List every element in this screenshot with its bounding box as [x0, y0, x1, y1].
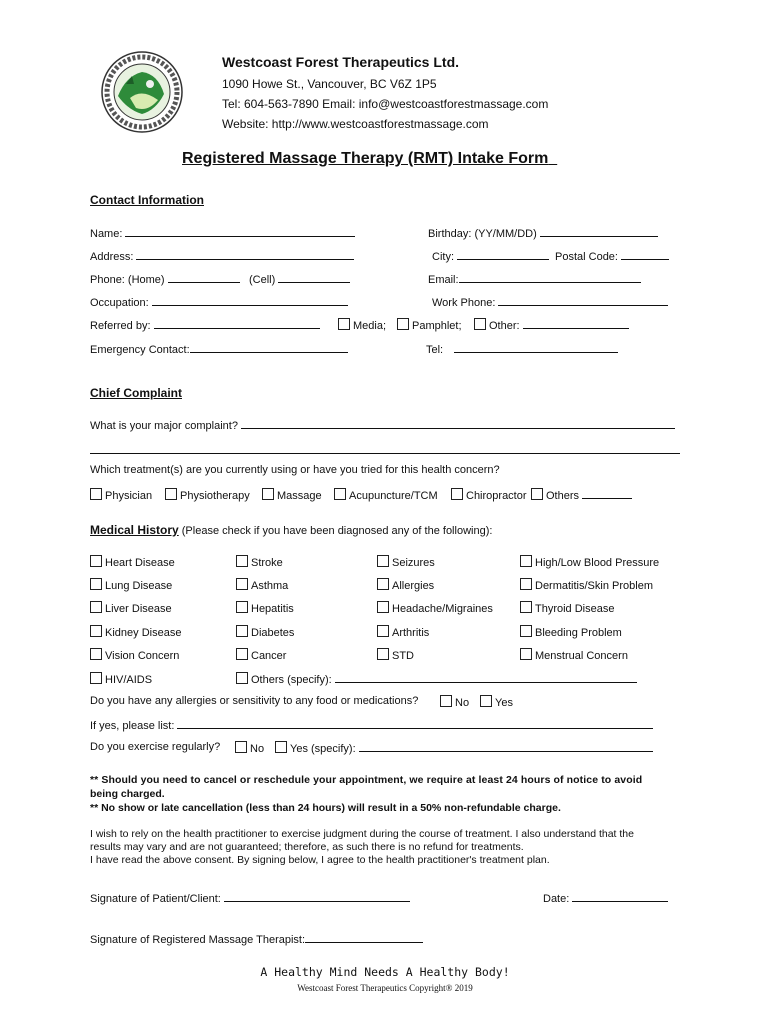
others-specify-checkbox[interactable]: [236, 672, 637, 686]
exercise-question: Do you exercise regularly?: [90, 741, 221, 753]
therapist-signature-label: Signature of Registered Massage Therapist:: [90, 934, 306, 946]
other-treatment-label: Others: [546, 490, 580, 502]
no-show-policy: ** No show or late cancellation (less than 24 hours) will result in a 50% non-refundable charge.: [90, 802, 561, 814]
condition-checkbox[interactable]: [90, 672, 152, 686]
consent-text-3: I have read the above consent. By signing below, I agree to the health practitioner's treatment plan.: [90, 854, 550, 866]
checkbox-box[interactable]: [338, 318, 350, 330]
condition-label: STD: [392, 650, 414, 662]
checkbox-box[interactable]: [440, 695, 452, 707]
checkbox-box[interactable]: [520, 625, 532, 637]
condition-checkbox[interactable]: [90, 601, 172, 615]
major-complaint-field[interactable]: [90, 418, 675, 432]
pamphlet-label: Pamphlet;: [412, 320, 462, 332]
cancellation-policy: ** Should you need to cancel or reschedule your appointment, we require at least 24 hours of notice to avoid: [90, 774, 643, 786]
condition-checkbox[interactable]: [90, 555, 175, 569]
condition-checkbox[interactable]: [236, 601, 294, 615]
allergy-no-label: No: [455, 697, 470, 709]
checkbox-box[interactable]: [474, 318, 486, 330]
condition-checkbox[interactable]: [236, 555, 283, 569]
condition-checkbox[interactable]: [90, 625, 181, 639]
checkbox-box[interactable]: [275, 741, 287, 753]
acupuncture-label: Acupuncture/TCM: [349, 490, 438, 502]
emergency-contact-field[interactable]: [90, 342, 348, 356]
checkbox-box[interactable]: [236, 578, 248, 590]
medical-heading: [90, 523, 492, 537]
address-label: Address:: [90, 251, 134, 263]
patient-signature-label: Signature of Patient/Client:: [90, 893, 221, 905]
checkbox-box[interactable]: [451, 488, 463, 500]
condition-checkbox[interactable]: [236, 578, 288, 592]
allergy-yes-checkbox[interactable]: [480, 695, 513, 709]
occupation-label: Occupation:: [90, 297, 149, 309]
name-field[interactable]: [90, 226, 355, 240]
condition-checkbox[interactable]: [377, 648, 414, 662]
checkbox-box[interactable]: [236, 625, 248, 637]
exercise-yes-checkbox[interactable]: [275, 741, 653, 755]
treatments-question: Which treatment(s) are you currently using or have you tried for this health concern?: [90, 464, 500, 476]
condition-label: Heart Disease: [105, 557, 175, 569]
condition-label: Cancer: [251, 650, 287, 662]
exercise-no-label: No: [250, 743, 265, 755]
checkbox-box[interactable]: [480, 695, 492, 707]
signature-date-field[interactable]: [543, 891, 668, 905]
condition-label: Stroke: [251, 557, 283, 569]
allergy-list-label: If yes, please list:: [90, 720, 175, 732]
company-logo: [100, 50, 184, 134]
major-complaint-label: What is your major complaint?: [90, 420, 238, 432]
copyright: Westcoast Forest Therapeutics Copyright® 2019: [297, 983, 473, 993]
city-label: City:: [432, 251, 454, 263]
media-checkbox[interactable]: [338, 318, 386, 332]
checkbox-box[interactable]: [90, 648, 102, 660]
name-label: Name:: [90, 228, 123, 240]
consent-text-2: results may vary and are not guaranteed; therefore, as such there is no refund for treatments.: [90, 841, 524, 853]
condition-label: High/Low Blood Pressure: [535, 557, 660, 569]
checkbox-box[interactable]: [236, 601, 248, 613]
home-phone-field[interactable]: [90, 272, 240, 286]
company-website: Website: http://www.westcoastforestmassage.com: [222, 117, 489, 131]
postal-code-field[interactable]: [555, 249, 669, 263]
condition-checkbox[interactable]: [90, 648, 179, 662]
condition-label: Vision Concern: [105, 650, 180, 662]
physician-checkbox[interactable]: [90, 488, 152, 502]
birthday-label: Birthday: (YY/MM/DD): [428, 228, 537, 240]
condition-label: Allergies: [392, 580, 435, 592]
birthday-field[interactable]: [428, 226, 658, 240]
emergency-tel-label: Tel:: [426, 344, 444, 356]
condition-label: Kidney Disease: [105, 627, 182, 639]
checkbox-box[interactable]: [520, 601, 532, 613]
complaint-heading: Chief Complaint: [90, 386, 182, 400]
checkbox-box[interactable]: [90, 601, 102, 613]
condition-checkbox[interactable]: [520, 625, 622, 639]
chiropractor-checkbox[interactable]: [451, 488, 527, 502]
condition-label: Bleeding Problem: [535, 627, 622, 639]
allergy-list-field[interactable]: [90, 718, 653, 732]
pamphlet-checkbox[interactable]: [397, 318, 462, 332]
complaint-extra-line[interactable]: [90, 453, 680, 454]
allergy-question: Do you have any allergies or sensitivity to any food or medications?: [90, 695, 419, 707]
exercise-no-checkbox[interactable]: [235, 741, 264, 755]
media-label: Media;: [353, 320, 387, 332]
checkbox-box[interactable]: [90, 555, 102, 567]
condition-label: Seizures: [392, 557, 435, 569]
physiotherapy-checkbox[interactable]: [165, 488, 250, 502]
exercise-yes-label: Yes (specify):: [290, 743, 356, 755]
checkbox-box[interactable]: [377, 648, 389, 660]
checkbox-box[interactable]: [90, 488, 102, 500]
condition-label: Headache/Migraines: [392, 603, 493, 615]
referred-by-field[interactable]: [90, 318, 320, 332]
other-referral-label: Other:: [489, 320, 520, 332]
other-treatment-checkbox[interactable]: [531, 488, 632, 502]
checkbox-box[interactable]: [235, 741, 247, 753]
consent-text-1: I wish to rely on the health practitioner to exercise judgment during the course of treatment. I also understand that the: [90, 828, 634, 840]
checkbox-box[interactable]: [377, 625, 389, 637]
checkbox-box[interactable]: [531, 488, 543, 500]
others-specify-label: Others (specify):: [251, 674, 332, 686]
therapist-signature-field[interactable]: [90, 932, 423, 946]
company-contact: Tel: 604-563-7890 Email: info@westcoastforestmassage.com: [222, 97, 549, 111]
contact-heading: Contact Information: [90, 193, 204, 207]
cancellation-policy-cont: being charged.: [90, 788, 165, 800]
company-address: 1090 Howe St., Vancouver, BC V6Z 1P5: [222, 77, 437, 91]
acupuncture-checkbox[interactable]: [334, 488, 438, 502]
condition-checkbox[interactable]: [236, 648, 286, 662]
checkbox-box[interactable]: [262, 488, 274, 500]
occupation-field[interactable]: [90, 295, 348, 309]
condition-label: Dermatitis/Skin Problem: [535, 580, 653, 592]
email-field[interactable]: [428, 272, 641, 286]
condition-label: Hepatitis: [251, 603, 294, 615]
massage-label: Massage: [277, 490, 322, 502]
massage-checkbox[interactable]: [262, 488, 322, 502]
condition-label: Thyroid Disease: [535, 603, 615, 615]
condition-checkbox[interactable]: [520, 555, 659, 569]
emergency-contact-label: Emergency Contact:: [90, 344, 190, 356]
checkbox-box[interactable]: [520, 578, 532, 590]
condition-checkbox[interactable]: [377, 625, 429, 639]
address-field[interactable]: [90, 249, 354, 263]
referred-by-label: Referred by:: [90, 320, 151, 332]
checkbox-box[interactable]: [397, 318, 409, 330]
condition-label: Lung Disease: [105, 580, 173, 592]
condition-label: Asthma: [251, 580, 289, 592]
condition-label: Menstrual Concern: [535, 650, 628, 662]
work-phone-label: Work Phone:: [432, 297, 496, 309]
allergy-no-checkbox[interactable]: [440, 695, 469, 709]
home-phone-label: Phone: (Home): [90, 274, 165, 286]
checkbox-box[interactable]: [165, 488, 177, 500]
condition-checkbox[interactable]: [520, 601, 614, 615]
checkbox-box[interactable]: [377, 578, 389, 590]
emergency-tel-field[interactable]: [426, 342, 618, 356]
condition-checkbox[interactable]: [377, 555, 435, 569]
checkbox-box[interactable]: [520, 648, 532, 660]
condition-label: HIV/AIDS: [105, 674, 153, 686]
checkbox-box[interactable]: [236, 672, 248, 684]
physician-label: Physician: [105, 490, 153, 502]
condition-label: Diabetes: [251, 627, 295, 639]
checkbox-box[interactable]: [334, 488, 346, 500]
condition-checkbox[interactable]: [520, 648, 628, 662]
signature-date-label: Date:: [543, 893, 570, 905]
cell-phone-label: (Cell): [249, 274, 276, 286]
checkbox-box[interactable]: [236, 555, 248, 567]
postal-code-label: Postal Code:: [555, 251, 618, 263]
checkbox-box[interactable]: [90, 672, 102, 684]
patient-signature-field[interactable]: [90, 891, 410, 905]
condition-checkbox[interactable]: [236, 625, 294, 639]
form-title: Registered Massage Therapy (RMT) Intake Form: [182, 150, 549, 167]
condition-checkbox[interactable]: [520, 578, 653, 592]
condition-label: Arthritis: [392, 627, 430, 639]
condition-checkbox[interactable]: [377, 578, 434, 592]
physiotherapy-label: Physiotherapy: [180, 490, 250, 502]
other-referral-checkbox[interactable]: [474, 318, 629, 332]
work-phone-field[interactable]: [432, 295, 668, 309]
medical-heading-text: Medical History: [90, 523, 179, 537]
checkbox-box[interactable]: [520, 555, 532, 567]
checkbox-box[interactable]: [90, 625, 102, 637]
chiropractor-label: Chiropractor: [466, 490, 527, 502]
cell-phone-field[interactable]: [249, 272, 350, 286]
condition-checkbox[interactable]: [377, 601, 493, 615]
checkbox-box[interactable]: [90, 578, 102, 590]
checkbox-box[interactable]: [377, 555, 389, 567]
condition-checkbox[interactable]: [90, 578, 172, 592]
allergy-yes-label: Yes: [495, 697, 513, 709]
email-label: Email:: [428, 274, 459, 286]
checkbox-box[interactable]: [236, 648, 248, 660]
medical-note: (Please check if you have been diagnosed any of the following):: [181, 525, 493, 537]
condition-label: Liver Disease: [105, 603, 172, 615]
city-field[interactable]: [432, 249, 549, 263]
checkbox-box[interactable]: [377, 601, 389, 613]
slogan: A Healthy Mind Needs A Healthy Body!: [260, 965, 510, 979]
company-name: Westcoast Forest Therapeutics Ltd.: [222, 54, 460, 70]
